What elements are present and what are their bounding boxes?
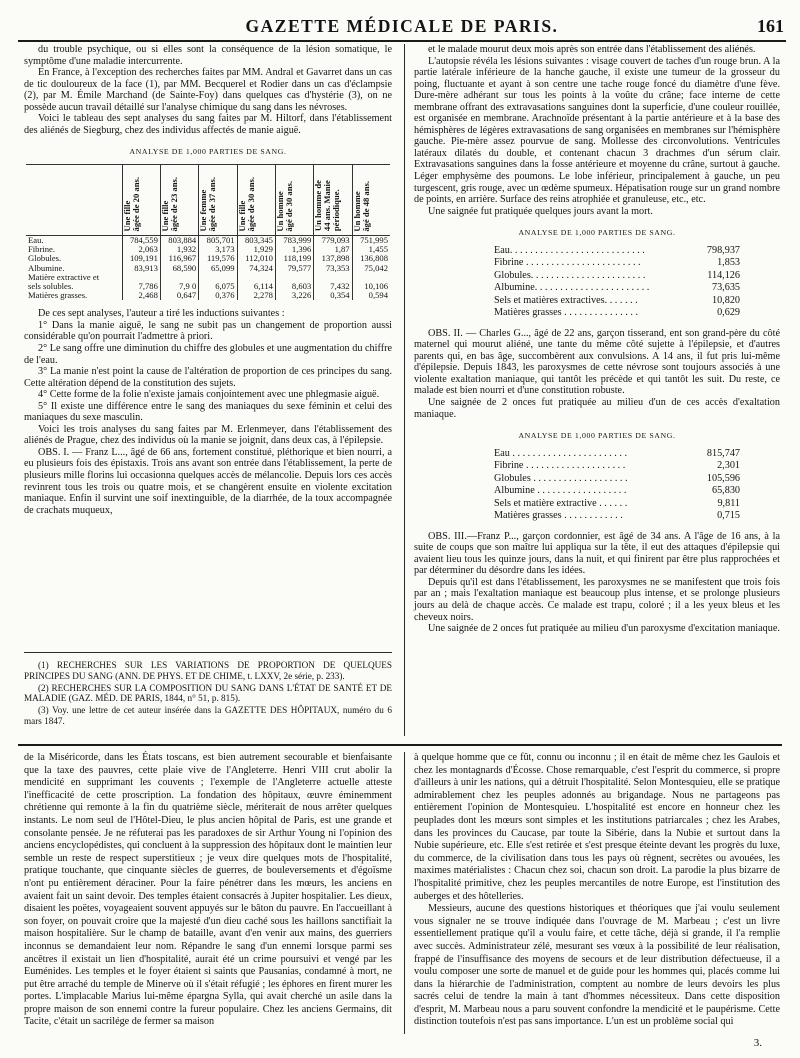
table-column-header (160, 164, 198, 235)
row-value: 0,629 (717, 307, 740, 319)
table-cell: 0,594 (352, 291, 390, 300)
row-value: 73,635 (711, 282, 740, 294)
row-label: Fibrine . . . . . . . . . . . . . . . . . . . . . . . (494, 257, 641, 269)
table-cell: 73,353 (314, 264, 352, 273)
column-header-label: Un homme âgé de 30 ans. (274, 180, 294, 232)
paragraph: De ces sept analyses, l'auteur a tiré les inductions suivantes : (38, 308, 285, 320)
paragraph: 3° La manie n'est point la cause de l'altération de proportion de ces principes du sang. Cette altération dépend de la constitution des sujets. (24, 366, 392, 389)
paragraph: L'autopsie révéla les lésions suivantes : visage couvert de taches d'un rouge brun. A la partie latérale inférieure de la hanche gauche, il existe une tumeur de la grosseur du poing, fluctuante et ayant à son centre une tache rouge foncé du diamètre d'une fève. Dure-mère adhérant sur tous les points à la voûte du crâne; face interne de cette membrane offrant des extravasations sanguines dont la superficie, d'une couleur rouillée, est organisée en membrane. Arachnoïde présentant à la partie antérieure et à la base des hémisphères de légères extravasations de sang organisées en membranes sur l'hémisphère gauche. Pie-mère assez pourvue de sang. Mollesse des circonvolutions. Ventricules latéraux dilatés du double, et contenant chacun 3 drachmes d'un sérum clair. Extravasations sanguines dans la fosse antérieure et moyenne du crâne, surtout à gauche. Léger emphysème des poumons. Le lobe inférieur, principalement à gauche, un peu turgescent, gris rouge, avec un œdème spumeux. Hépatisation rouge sur un grand nombre de points, en arrière. Surface des reins atrophiée et granuleuse, etc., etc. (414, 55, 780, 206)
table-column-header (352, 164, 390, 235)
row-value: 798,937 (706, 244, 740, 256)
table-cell: 109,191 (122, 254, 160, 263)
row-label: Matières grasses. (28, 290, 88, 301)
feuilleton-left-column (24, 752, 392, 1029)
feuilleton-paragraph: de la Miséricorde, dans les États toscans, est bien autrement secourable et bienfaisante que la taxe des pauvres, cette plaie vive de l'Angleterre. Henri VIII crut abolir la mendicité en supprimant les couvents ; l'exemple de l'Angleterre actuelle atteste l'inefficacité de cette proscription. La fondation des hôpitaux, œuvre éminemment chrétienne qui remonte à la fin du quatrième siècle, mériterait de nous arrêter quelques instants. Le nom seul de l'Hôtel-Dieu, le plus ancien hôpital de Paris, est une grande et consolante pensée. Je ne réfuterai pas les paradoxes de sir Arthur Young ni l'opinion des anciens encyclopédistes, qui concluent à la suppression des hôpitaux dont le maintien leur semble un reste de respect superstitieux ; je veux dire quelques mots de l'hospitalité, pratique touchante, que cinquante siècles de guerres, de bouleversements et d'égoïsme n'ont pu entièrement déraciner. Pour la faire pénétrer dans les mœurs, les anciens en avaient fait un saint devoir. Des temples étaient consacrés à Jupiter hospitalier. Les dieux, disaient les poëtes, voyageaient souvent appuyés sur le bâton du pauvre. En l'accueillant à son foyer, on pouvait croire que la majesté d'un dieu caché sous les haillons sanctifiait la maison hospitalière. Sur le champ de bataille, avant d'en venir aux mains, des guerriers inconnus se demandaient leur nom. Répandre le sang d'un ennemi lorsque parmi ses ancêtres il existait un lien d'hospitalité, aurait été un crime poursuivi et vengé par les Euménides. Les temples et le foyer étaient si saints que Pausanias, condamné à mort, ne put être arraché du temple de Minerve où il s'était réfugié ; les éphores en firent murer les portes. L'implacable Marius lui-même épargna Sylla, qui avait cherché un asile dans la propre maison de son ennemi contre la fureur populaire. Chez les anciens Germains, dit Tacite, c'était un sacrilége de fermer sa maison (24, 752, 392, 1028)
table-cell: 2,063 (122, 245, 160, 254)
table-cell: 783,999 (275, 235, 313, 245)
row-label: Fibrine. (28, 244, 55, 255)
table-cell: 118,199 (275, 254, 313, 263)
table-column-header (237, 164, 275, 235)
table-row (494, 270, 740, 283)
left-column-top (24, 44, 392, 516)
table-cell: 1,929 (237, 245, 275, 254)
blood-analysis-table (26, 164, 390, 300)
row-label: Eau . . . . . . . . . . . . . . . . . . . . . . . (494, 447, 627, 459)
row-value: 114,126 (707, 269, 740, 281)
paragraph: 1° Dans la manie aiguë, le sang ne subit pas un changement de proportion aussi considérable qu'on pourrait l'admettre à priori. (24, 319, 392, 343)
row-label: Matières grasses . . . . . . . . . . . . (494, 510, 623, 522)
table-row (26, 291, 390, 300)
table-cell: 6,114 (237, 282, 275, 291)
row-label: Sels et matières extractives. . . . . . . (494, 294, 638, 306)
column-header-label: Un homme âgé de 48 ans. (351, 180, 371, 232)
table-cell: 7,432 (314, 282, 352, 291)
feuilleton-column-divider (404, 752, 405, 1034)
row-value: 9,811 (717, 497, 740, 509)
table-cell: 2,278 (237, 291, 275, 300)
paragraph: et le malade mourut deux mois après son entrée dans l'établissement des aliénés. (428, 44, 756, 55)
table-column-header (199, 164, 237, 235)
paragraph: En France, à l'exception des recherches faites par MM. Andral et Gavarret dans un cas de tic douloureux de la face (1), par MM. Becquerel et Rodier dans un cas d'éclampsie (2), par M. Émile Marchand (de Sainte-Foy) dans quelques cas d'hystérie (3), on ne possède aucun travail détaillé sur l'analyse chimique du sang dans les névroses. (24, 67, 392, 113)
row-label: Eau. (28, 234, 44, 245)
column-divider (404, 44, 405, 736)
row-value: 0,715 (717, 510, 740, 522)
paragraph: Voici le tableau des sept analyses du sang faites par M. Hiltorf, dans l'établissement des aliénés de Siegburg, chez des individus affectés de manie aiguë. (24, 113, 392, 136)
table-row (494, 245, 740, 258)
page-number: 161 (757, 16, 784, 36)
row-label: Globules . . . . . . . . . . . . . . . . . . . (494, 472, 628, 484)
row-label: Albumine. . . . . . . . . . . . . . . . . . . . . . . (494, 282, 650, 294)
table-cell: 137,898 (314, 254, 352, 263)
column-header-label: Un homme de 44 ans. Manie périodique. (313, 180, 342, 232)
table-cell: 784,559 (122, 235, 160, 245)
journal-title: GAZETTE MÉDICALE DE PARIS. (245, 16, 559, 36)
table-cell: 1,396 (275, 245, 313, 254)
row-value: 65,830 (711, 485, 740, 497)
paragraph: Une saignée de 2 onces fut pratiquée au milieu d'un paroxysme d'excitation maniaque. (428, 623, 780, 635)
row-label: Globules. (28, 253, 62, 264)
feuilleton-paragraph: Messieurs, aucune des questions historiques et théoriques que j'ai voulu seulement vous signaler ne se trouve indiquée dans l'ouvrage de M. Marbeau ; c'est un livre essentiellement pratique qu'il a voulu faire, et cette tâche, déjà si grande, il l'a remplie avec succès. Administrateur zélé, mesurant ses vœux à la possibilité de leur réalisation, frappé de l'insuffisance des moyens de secours et de leur distribution défectueuse, il a voulu composer une sorte de manuel et de guide pour les hommes qui, placés comme lui dans la hiérarchie de l'administration, comptent au nombre de leurs devoirs les plus sacrés celui de tendre la main à tant d'hommes nécessiteux. Dans cette disposition d'esprit, M. Marbeau nous a paru souvent confondre la mendicité et le paupérisme. Cette distinction toutefois n'est pas sans importance. L'un est un problème social qui (414, 903, 780, 1028)
row-label: Matières grasses . . . . . . . . . . . . . . . (494, 307, 639, 319)
feuilleton-right-column (414, 752, 780, 1029)
paragraph: Voici les trois analyses du sang faites par M. Erlenmeyer, dans l'établissement des aliénés de Prague, chez des individus où la manie se joignit, dans deux cas, à l'épilepsie. (24, 423, 392, 447)
table-cell: 10,106 (352, 282, 390, 291)
table-cell: 116,967 (160, 254, 198, 263)
table-row (494, 498, 740, 511)
table-cell: 68,590 (160, 264, 198, 273)
table-row (494, 473, 740, 486)
table-cell: 112,010 (237, 254, 275, 263)
table-cell: 751,995 (352, 235, 390, 245)
table-cell: 119,576 (199, 254, 237, 263)
page-header (18, 14, 786, 42)
row-label: Globules. . . . . . . . . . . . . . . . . . . . . . . (494, 269, 646, 281)
table-cell: 0,647 (160, 291, 198, 300)
table-cell: 0,376 (199, 291, 237, 300)
table-cell: 1,932 (160, 245, 198, 254)
table-cell: 805,701 (199, 235, 237, 245)
row-value: 2,301 (717, 460, 740, 472)
feuilleton-separator (18, 744, 782, 746)
blood-analysis-obs1 (494, 245, 740, 320)
footnotes (24, 660, 392, 728)
column-header-label: Une fille âgée de 23 ans. (159, 176, 179, 232)
table-cell: 74,324 (237, 264, 275, 273)
table-row (494, 460, 740, 473)
right-column-top (414, 44, 780, 635)
paragraph: 2° Le sang offre une diminution du chiffre des globules et une augmentation du chiffre de l'eau. (24, 342, 392, 366)
footnote: (1) RECHERCHES SUR LES VARIATIONS DE PROPORTION DE QUELQUES PRINCIPES DU SANG (ANN. DE PHYS. ET DE CHIME, t. LXXV, 2e série, p. 233). (24, 660, 392, 681)
table-cell: 83,913 (122, 264, 160, 273)
table-row (494, 257, 740, 270)
paragraph: du trouble psychique, ou si elles sont la conséquence de la lésion somatique, le symptôme d'une maladie intercurrente. (24, 44, 392, 67)
table-cell: 136,808 (352, 254, 390, 263)
row-value: 815,747 (706, 447, 740, 459)
table-row (494, 307, 740, 320)
column-header-label: Une fille âgée de 30 ans. (236, 176, 256, 232)
table-corner (26, 164, 122, 235)
column-header-label: Une femme âgée de 37 ans. (198, 176, 218, 232)
row-label: Albumine. (28, 262, 65, 273)
table-cell: 6,075 (199, 282, 237, 291)
table-cell: 1,455 (352, 245, 390, 254)
table-cell: 2,468 (122, 291, 160, 300)
blood-analysis-obs2 (494, 448, 740, 523)
table-column-header (314, 164, 352, 235)
row-label: Matière extractive et (28, 271, 100, 282)
table-row (494, 282, 740, 295)
table-column-header (275, 164, 313, 235)
row-label: sels solubles. (28, 280, 74, 291)
table-row (494, 448, 740, 461)
paragraph: 4° Cette forme de la folie n'existe jamais conjointement avec une phlegmasie aiguë. (38, 389, 380, 401)
table-caption-2: ANALYSE DE 1,000 PARTIES DE SANG. (518, 431, 676, 441)
table-cell: 1,87 (314, 245, 352, 254)
table-cell: 0,354 (314, 291, 352, 300)
paragraph: Depuis qu'il est dans l'établissement, les paroxysmes ne se manifestent que trois fois par an ; mais l'exaltation maniaque est beaucoup plus intense, et se prolonge plusieurs jours au delà de chaque accès. Ce malade est trapu, coloré ; il a les yeux bleus et les cheveux noirs. (414, 576, 780, 623)
footnote: (3) Voy. une lettre de cet auteur insérée dans la GAZETTE DES HÔPITAUX, numéro du 6 mars 1847. (24, 705, 392, 726)
table-caption-1: ANALYSE DE 1,000 PARTIES DE SANG. (518, 228, 676, 238)
feuilleton-page-marker: 3. (753, 1037, 762, 1049)
table-cell: 779,093 (314, 235, 352, 245)
paragraph: Une saignée fut pratiquée quelques jours avant la mort. (428, 205, 653, 217)
footnote: (2) RECHERCHES SUR LA COMPOSITION DU SANG DANS L'ÉTAT DE SANTÉ ET DE MALADIE (GAZ. MÉD. DE PARIS, 1844, n° 51, p. 815). (24, 682, 392, 704)
table-cell: 803,884 (160, 235, 198, 245)
table-column-header (122, 164, 160, 235)
row-value: 1,853 (717, 257, 740, 269)
table-cell: 7,786 (122, 282, 160, 291)
table-cell: 79,577 (275, 264, 313, 273)
paragraph: OBS. II. — Charles G..., âgé de 22 ans, garçon tisserand, ent son grand-père du côté maternel qui mourut aliéné, une tante du même côté sujette à l'épilepsie, et d'autres parents qui, en bas âge, succombèrent aux convulsions. A 14 ans, il fut pris lui-même d'épilepsie. Depuis 1843, les paroxysmes de cette névrose sont toujours associés à une violente exaltation maniaque, qui tantôt les précède et qui tantôt les suit. Du reste, ce malade est bien nourri et d'une constitution robuste. (414, 327, 780, 397)
table-caption: ANALYSE DE 1,000 PARTIES DE SANG. (129, 147, 287, 157)
paragraph: OBS. I. — Franz L..., âgé de 66 ans, fortement constitué, pléthorique et bien nourri, a eu plusieurs fois des épistaxis. Trois ans avant son entrée dans l'établissement, la perte de plusieurs mille florins lui occasionna quelques accès de mélancolie. Depuis lors ces accès revinrent tous les trois ou quatre mois, et se changèrent ensuite en violente excitation maniaque. Enfin il survint une soif inextinguible, de la diarrhée, de la toux accompagnée de crachats muqueux, (24, 446, 392, 516)
table-cell: 65,099 (199, 264, 237, 273)
row-label: Fibrine . . . . . . . . . . . . . . . . . . . . (494, 460, 626, 472)
table-cell: 3,226 (275, 291, 313, 300)
table-cell: 8,603 (275, 282, 313, 291)
footnote-rule (24, 652, 392, 653)
table-row (494, 510, 740, 523)
row-value: 105,596 (706, 472, 740, 484)
table-row (494, 485, 740, 498)
table-cell: 7,9 0 (160, 282, 198, 291)
row-value: 10,820 (711, 294, 740, 306)
table-cell: 75,042 (352, 264, 390, 273)
table-cell: 3,173 (199, 245, 237, 254)
paragraph: 5° Il existe une différence entre le sang des maniaques du sexe féminin et celui des maniaques du sexe masculin. (24, 400, 392, 424)
row-label: Albumine . . . . . . . . . . . . . . . . . . (494, 485, 627, 497)
feuilleton-paragraph: à quelque homme que ce fût, connu ou inconnu ; il en était de même chez les Gaulois et chez les montagnards d'Écosse. Chose remarquable, c'est l'esprit du commerce, si propre d'ailleurs à unir les nations, qui a détruit l'hospitalité. Selon Montesquieu, elle se pratique admirablement chez les peuples adonnés au brigandage. Nous ne partageons pas entièrement l'opinion de Montesquieu. L'hospitalité est encore en honneur chez les peuplades dont les mœurs sont simples et les institutions patriarcales ; chez les Arabes, dans les provinces du Caucase, par toute la Sibérie, dans la Nubie et surtout dans la Nubie supérieure, etc. Elle s'est retirée et s'est presque éteinte devant les progrès du luxe, du commerce, de la civilisation dans tous les pays où règnent, secrètes ou avouées, les maximes matérialistes : Chacun chez soi, chacun son droit. La parodie la plus bizarre de l'hospitalité primitive, chez les peuples mercantiles de notre Europe, est l'institution des auberges et des hôtelleries. (414, 752, 780, 902)
paragraph: Une saignée de 2 onces fut pratiquée au milieu d'un de ces accès d'exaltation maniaque. (414, 397, 780, 420)
table-row (494, 295, 740, 308)
paragraph: OBS. III.—Franz P..., garçon cordonnier, est âgé de 34 ans. A l'âge de 16 ans, à la suite de coups que son maître lui appliqua sur la tête, il eut des attaques d'épilepsie qui avaient lieu tous les quinze jours, dans la nuit, et qui finirent par être plus rapprochées et par déterminer du désordre dans les idées. (414, 530, 780, 577)
table-cell: 803,345 (237, 235, 275, 245)
column-header-label: Une fille âgée de 20 ans. (121, 176, 141, 232)
row-label: Eau. . . . . . . . . . . . . . . . . . . . . . . . . . . (494, 244, 645, 256)
row-label: Sels et matière extractive . . . . . . (494, 497, 628, 509)
